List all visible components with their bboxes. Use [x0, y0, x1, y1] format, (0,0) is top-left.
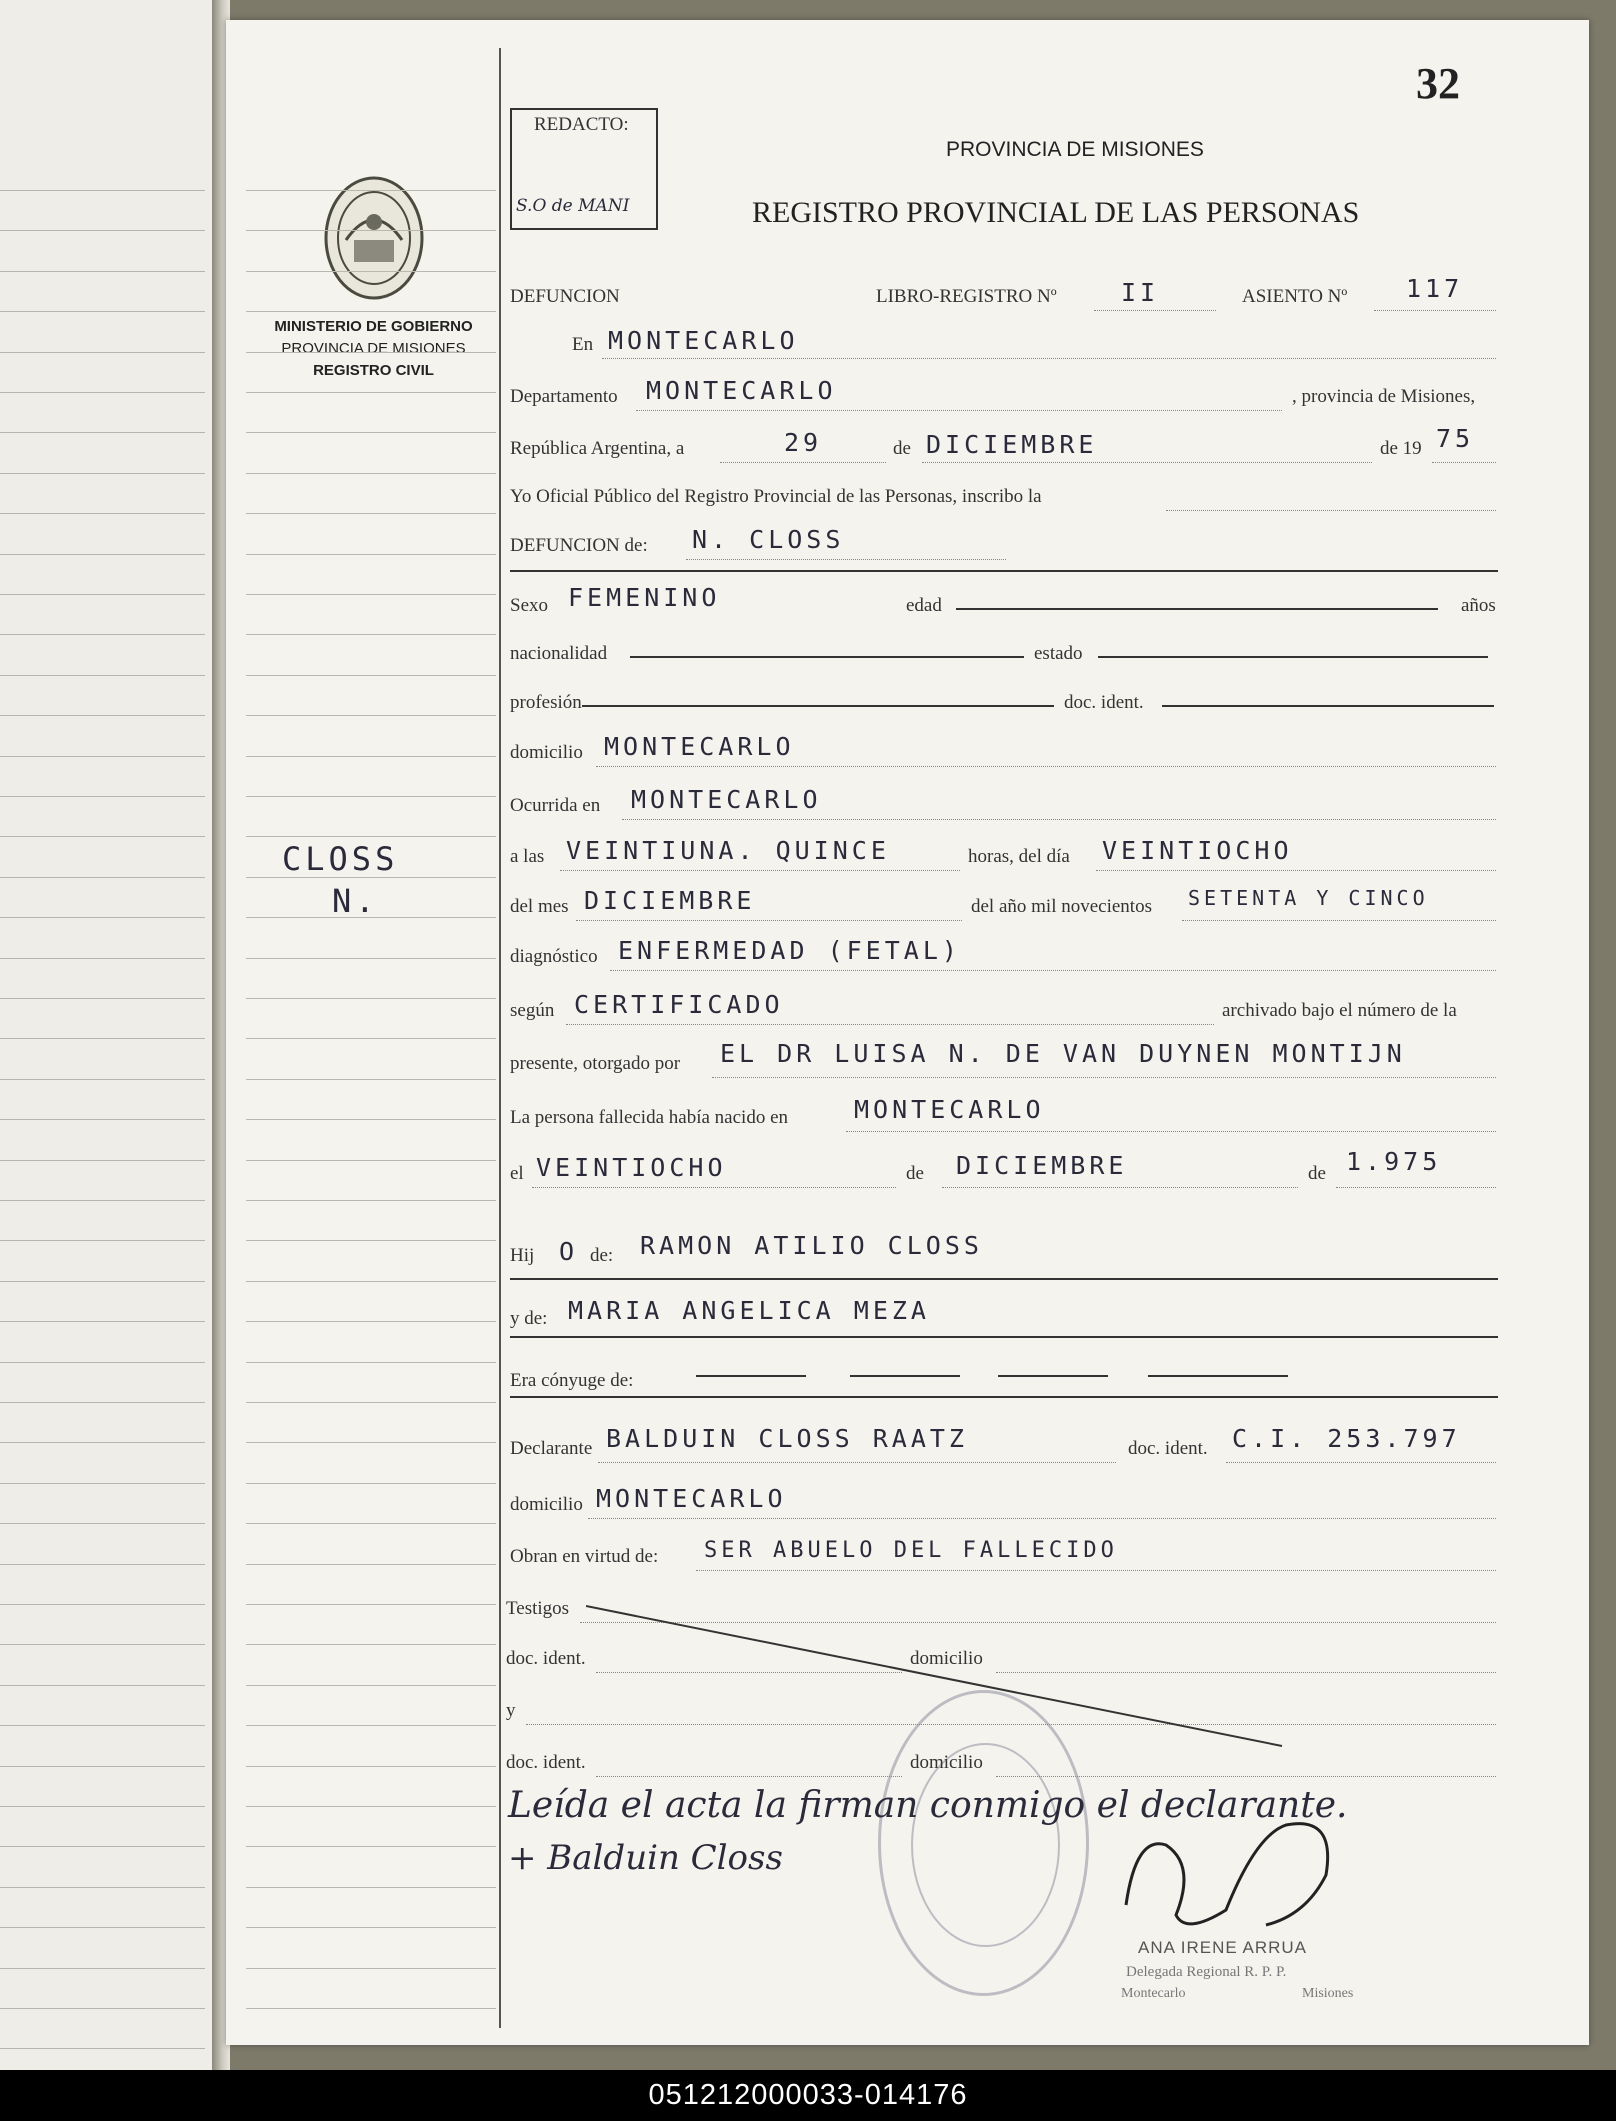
ruled-line: [0, 675, 205, 676]
obran-label: Obran en virtud de:: [510, 1546, 659, 1567]
field-line: [712, 1077, 1496, 1078]
profesion-label: profesión: [510, 692, 582, 713]
ruled-line: [0, 513, 205, 514]
margin-ruled-line: [246, 1523, 496, 1524]
a-las-value: VEINTIUNA. QUINCE: [566, 836, 890, 865]
margin-ruled-line: [246, 1887, 496, 1888]
de19-label: de 19: [1380, 438, 1422, 459]
field-line: [1096, 870, 1496, 871]
archivado-label: archivado bajo el número de la: [1222, 1000, 1457, 1021]
field-line: [622, 819, 1496, 820]
domicilio-value: MONTECARLO: [604, 732, 795, 761]
field-line: [1094, 310, 1216, 311]
field-line: [510, 1396, 1498, 1398]
defuncion-label: DEFUNCION: [510, 286, 620, 307]
ruled-line: [0, 1442, 205, 1443]
field-line: [1432, 462, 1496, 463]
field-line: [696, 1375, 806, 1377]
margin-ruled-line: [246, 998, 496, 999]
margin-ruled-line: [246, 513, 496, 514]
a-las-label: a las: [510, 846, 545, 867]
margin-ruled-line: [246, 1119, 496, 1120]
margin-ruled-line: [246, 1281, 496, 1282]
el-mes-value: DICIEMBRE: [956, 1151, 1128, 1180]
official-title: Delegada Regional R. P. P.: [1126, 1964, 1287, 1980]
field-line: [510, 1278, 1498, 1280]
margin-note-surname: CLOSS: [282, 840, 399, 878]
field-line: [630, 656, 1024, 658]
t-doc2-label: doc. ident.: [506, 1752, 586, 1773]
margin-ruled-line: [246, 1564, 496, 1565]
field-line: [1374, 310, 1496, 311]
yde-value: MARIA ANGELICA MEZA: [568, 1296, 930, 1325]
asiento-label: ASIENTO Nº: [1242, 286, 1348, 307]
field-line: [942, 1187, 1298, 1188]
bottom-code: 051212000033-014176: [648, 2079, 968, 2111]
ruled-line: [0, 634, 205, 635]
field-line: [850, 1375, 960, 1377]
field-line: [602, 358, 1496, 359]
de-label: de: [893, 438, 911, 459]
margin-ruled-line: [246, 1038, 496, 1039]
el-anio-value: 1.975: [1346, 1147, 1442, 1176]
ruled-line: [0, 2048, 205, 2049]
edad-label: edad: [906, 595, 942, 616]
ruled-line: [0, 554, 205, 555]
yde-label: y de:: [510, 1308, 548, 1329]
t-domicilio-label: domicilio: [910, 1648, 983, 1669]
field-line: [1162, 705, 1494, 707]
margin-ruled-line: [246, 1846, 496, 1847]
margin-ruled-line: [246, 1442, 496, 1443]
ruled-line: [0, 594, 205, 595]
anios-label: años: [1461, 595, 1496, 616]
departamento-label: Departamento: [510, 386, 618, 407]
margin-ruled-line: [246, 311, 496, 312]
declarante-doc-value: C.I. 253.797: [1232, 1424, 1461, 1453]
witness-strike-line: [586, 1596, 1286, 1756]
field-line: [1166, 510, 1496, 511]
ruled-line: [0, 1402, 205, 1403]
field-line: [1098, 656, 1488, 658]
margin-note-initial: N.: [332, 882, 379, 920]
hijo-value: RAMON ATILIO CLOSS: [640, 1231, 983, 1260]
y-label: y: [506, 1700, 516, 1721]
field-line: [596, 766, 1496, 767]
ruled-line: [0, 1038, 205, 1039]
horas-label: horas, del día: [968, 846, 1070, 867]
margin-ruled-line: [246, 796, 496, 797]
margin-ruled-line: [246, 836, 496, 837]
ocurrida-value: MONTECARLO: [631, 785, 822, 814]
ruled-line: [0, 1240, 205, 1241]
field-line: [846, 1131, 1496, 1132]
ruled-line: [0, 1523, 205, 1524]
margin-ruled-line: [246, 756, 496, 757]
defuncion-de-value: N. CLOSS: [692, 525, 845, 554]
t-domicilio2-label: domicilio: [910, 1752, 983, 1773]
segun-value: CERTIFICADO: [574, 990, 784, 1019]
margin-ruled-line: [246, 1079, 496, 1080]
ruled-line: [0, 877, 205, 878]
margin-ruled-line: [246, 877, 496, 878]
margin-ruled-line: [246, 190, 496, 191]
margin-ruled-line: [246, 675, 496, 676]
ruled-line: [0, 1604, 205, 1605]
el-value: VEINTIOCHO: [536, 1153, 727, 1182]
segun-label: según: [510, 1000, 555, 1021]
margin-ruled-line: [246, 1362, 496, 1363]
ruled-line: [0, 715, 205, 716]
ruled-line: [0, 1160, 205, 1161]
anio-value: 75: [1436, 424, 1475, 453]
margin-ruled-line: [246, 594, 496, 595]
ministry-line-1: MINISTERIO DE GOBIERNO: [274, 318, 473, 335]
ruled-line: [0, 2008, 205, 2009]
conyuge-label: Era cónyuge de:: [510, 1370, 634, 1391]
margin-ruled-line: [246, 1644, 496, 1645]
province-header: PROVINCIA DE MISIONES: [946, 138, 1204, 161]
redacto-label: REDACTO:: [534, 114, 629, 135]
field-line: [598, 1462, 1116, 1463]
ruled-line: [0, 1483, 205, 1484]
margin-ruled-line: [246, 473, 496, 474]
field-line: [610, 970, 1496, 971]
field-line: [1182, 920, 1496, 921]
en-label: En: [572, 334, 594, 355]
nacido-value: MONTECARLO: [854, 1095, 1045, 1124]
hijo-label-b: de:: [590, 1245, 614, 1266]
ruled-line: [0, 1766, 205, 1767]
nacido-label: La persona fallecida había nacido en: [510, 1107, 788, 1128]
ministry-line-3: REGISTRO CIVIL: [313, 362, 434, 379]
ruled-line: [0, 1725, 205, 1726]
field-line: [956, 608, 1438, 610]
page-number: 32: [1416, 59, 1460, 108]
ruled-line: [0, 190, 205, 191]
hijo-o-value: O: [559, 1237, 579, 1266]
del-anio-value: SETENTA Y CINCO: [1188, 886, 1429, 910]
ruled-line: [0, 917, 205, 918]
del-anio-label: del año mil novecientos: [971, 896, 1152, 917]
domicilio2-value: MONTECARLO: [596, 1484, 787, 1513]
margin-ruled-line: [246, 1725, 496, 1726]
ruled-line: [0, 998, 205, 999]
field-line: [996, 1776, 1496, 1777]
yo-label: Yo Oficial Público del Registro Provincial de las Personas, inscribo la: [510, 486, 1042, 507]
ruled-line: [0, 1079, 205, 1080]
field-line: [922, 462, 1372, 463]
official-name: ANA IRENE ARRUA: [1138, 1938, 1307, 1957]
margin-ruled-line: [246, 352, 496, 353]
libro-label: LIBRO-REGISTRO Nº: [876, 286, 1057, 307]
en-value: MONTECARLO: [608, 326, 799, 355]
sexo-label: Sexo: [510, 595, 548, 616]
margin-ruled-line: [246, 554, 496, 555]
official-region: Misiones: [1302, 1986, 1354, 2001]
margin-ruled-line: [246, 1160, 496, 1161]
ruled-line: [0, 756, 205, 757]
provincia-label: , provincia de Misiones,: [1292, 386, 1476, 407]
ruled-line: [0, 836, 205, 837]
field-line: [998, 1375, 1108, 1377]
ministry-line-2: PROVINCIA DE MISIONES: [281, 340, 466, 357]
defuncion-de-label: DEFUNCION de:: [510, 535, 648, 556]
ruled-line: [0, 352, 205, 353]
domicilio-label: domicilio: [510, 742, 583, 763]
ruled-line: [0, 311, 205, 312]
del-mes-label: del mes: [510, 896, 569, 917]
margin-ruled-line: [246, 1200, 496, 1201]
margin-ruled-line: [246, 1604, 496, 1605]
obran-value: SER ABUELO DEL FALLECIDO: [704, 1538, 1118, 1563]
ruled-line: [0, 473, 205, 474]
margin-ruled-line: [246, 1968, 496, 1969]
presente-label: presente, otorgado por: [510, 1053, 681, 1074]
declarante-doc-label: doc. ident.: [1128, 1438, 1208, 1459]
ruled-line: [0, 1846, 205, 1847]
mes-value: DICIEMBRE: [926, 430, 1098, 459]
field-line: [1336, 1187, 1496, 1188]
field-line: [1226, 1462, 1496, 1463]
ruled-line: [0, 1644, 205, 1645]
ruled-line: [0, 1200, 205, 1201]
presente-value: EL DR LUISA N. DE VAN DUYNEN MONTIJN: [720, 1039, 1406, 1068]
asiento-value: 117: [1406, 274, 1464, 303]
field-line: [532, 1187, 896, 1188]
field-line: [588, 1518, 1496, 1519]
left-page: [0, 0, 215, 2070]
nacionalidad-label: nacionalidad: [510, 643, 608, 664]
margin-ruled-line: [246, 1806, 496, 1807]
ruled-line: [0, 958, 205, 959]
estado-label: estado: [1034, 643, 1083, 664]
margin-ruled-line: [246, 1483, 496, 1484]
field-line: [596, 1776, 902, 1777]
margin-ruled-line: [246, 1321, 496, 1322]
margin-ruled-line: [246, 2008, 496, 2009]
dia-texto-value: VEINTIOCHO: [1102, 836, 1293, 865]
closing-note: Leída el acta la firman conmigo el declarante.: [508, 1785, 1348, 1826]
declarante-label: Declarante: [510, 1438, 593, 1459]
redacto-box: [510, 108, 658, 230]
ministry-block: [256, 316, 491, 382]
margin-ruled-line: [246, 392, 496, 393]
redacto-value: S.O de MANI: [516, 196, 630, 216]
ruled-line: [0, 1119, 205, 1120]
field-line: [566, 1024, 1214, 1025]
declarante-value: BALDUIN CLOSS RAATZ: [606, 1424, 968, 1453]
margin-ruled-line: [246, 1766, 496, 1767]
field-line: [510, 570, 1498, 572]
register-page: [226, 20, 1589, 2045]
margin-ruled-line: [246, 634, 496, 635]
margin-ruled-line: [246, 1927, 496, 1928]
libro-value: II: [1121, 278, 1160, 307]
ruled-line: [0, 1887, 205, 1888]
bottom-code-bar: [0, 2070, 1616, 2121]
margin-ruled-line: [246, 715, 496, 716]
departamento-value: MONTECARLO: [646, 376, 837, 405]
diagnostico-label: diagnóstico: [510, 946, 598, 967]
ruled-line: [0, 1968, 205, 1969]
field-line: [636, 410, 1282, 411]
ruled-line: [0, 230, 205, 231]
margin-ruled-line: [246, 1402, 496, 1403]
ruled-line: [0, 1362, 205, 1363]
field-line: [720, 462, 886, 463]
sexo-value: FEMENINO: [568, 583, 721, 612]
ruled-line: [0, 796, 205, 797]
ruled-line: [0, 1685, 205, 1686]
declarant-signature: + Balduin Closs: [508, 1838, 783, 1878]
field-line: [686, 559, 1006, 560]
margin-ruled-line: [246, 230, 496, 231]
official-place: Montecarlo: [1121, 1986, 1186, 2001]
t-doc-label: doc. ident.: [506, 1648, 586, 1669]
testigos-label: Testigos: [506, 1598, 570, 1619]
ruled-line: [0, 392, 205, 393]
field-line: [696, 1570, 1496, 1571]
margin-ruled-line: [246, 1240, 496, 1241]
hijo-label-a: Hij: [510, 1245, 535, 1266]
margin-ruled-line: [246, 958, 496, 959]
margin-ruled-line: [246, 917, 496, 918]
field-line: [576, 920, 962, 921]
field-line: [560, 870, 960, 871]
margin-ruled-line: [246, 271, 496, 272]
ruled-line: [0, 1927, 205, 1928]
dia-value: 29: [784, 428, 823, 457]
doc-ident-label: doc. ident.: [1064, 692, 1144, 713]
ocurrida-label: Ocurrida en: [510, 795, 601, 816]
el-de2-label: de: [1308, 1163, 1326, 1184]
margin-ruled-line: [246, 1685, 496, 1686]
registry-header: REGISTRO PROVINCIAL DE LAS PERSONAS: [752, 196, 1360, 229]
ruled-line: [0, 432, 205, 433]
del-mes-value: DICIEMBRE: [584, 886, 756, 915]
field-line: [582, 705, 1054, 707]
ruled-line: [0, 1321, 205, 1322]
ruled-line: [0, 1806, 205, 1807]
ruled-line: [0, 1564, 205, 1565]
diagnostico-value: ENFERMEDAD (FETAL): [618, 936, 961, 965]
margin-ruled-line: [246, 432, 496, 433]
ruled-line: [0, 271, 205, 272]
ruled-line: [0, 1281, 205, 1282]
el-label: el: [510, 1163, 524, 1184]
el-de-label: de: [906, 1163, 924, 1184]
column-divider: [499, 48, 501, 2028]
domicilio2-label: domicilio: [510, 1494, 583, 1515]
field-line: [510, 1336, 1498, 1338]
field-line: [1148, 1375, 1288, 1377]
republica-label: República Argentina, a: [510, 438, 685, 459]
